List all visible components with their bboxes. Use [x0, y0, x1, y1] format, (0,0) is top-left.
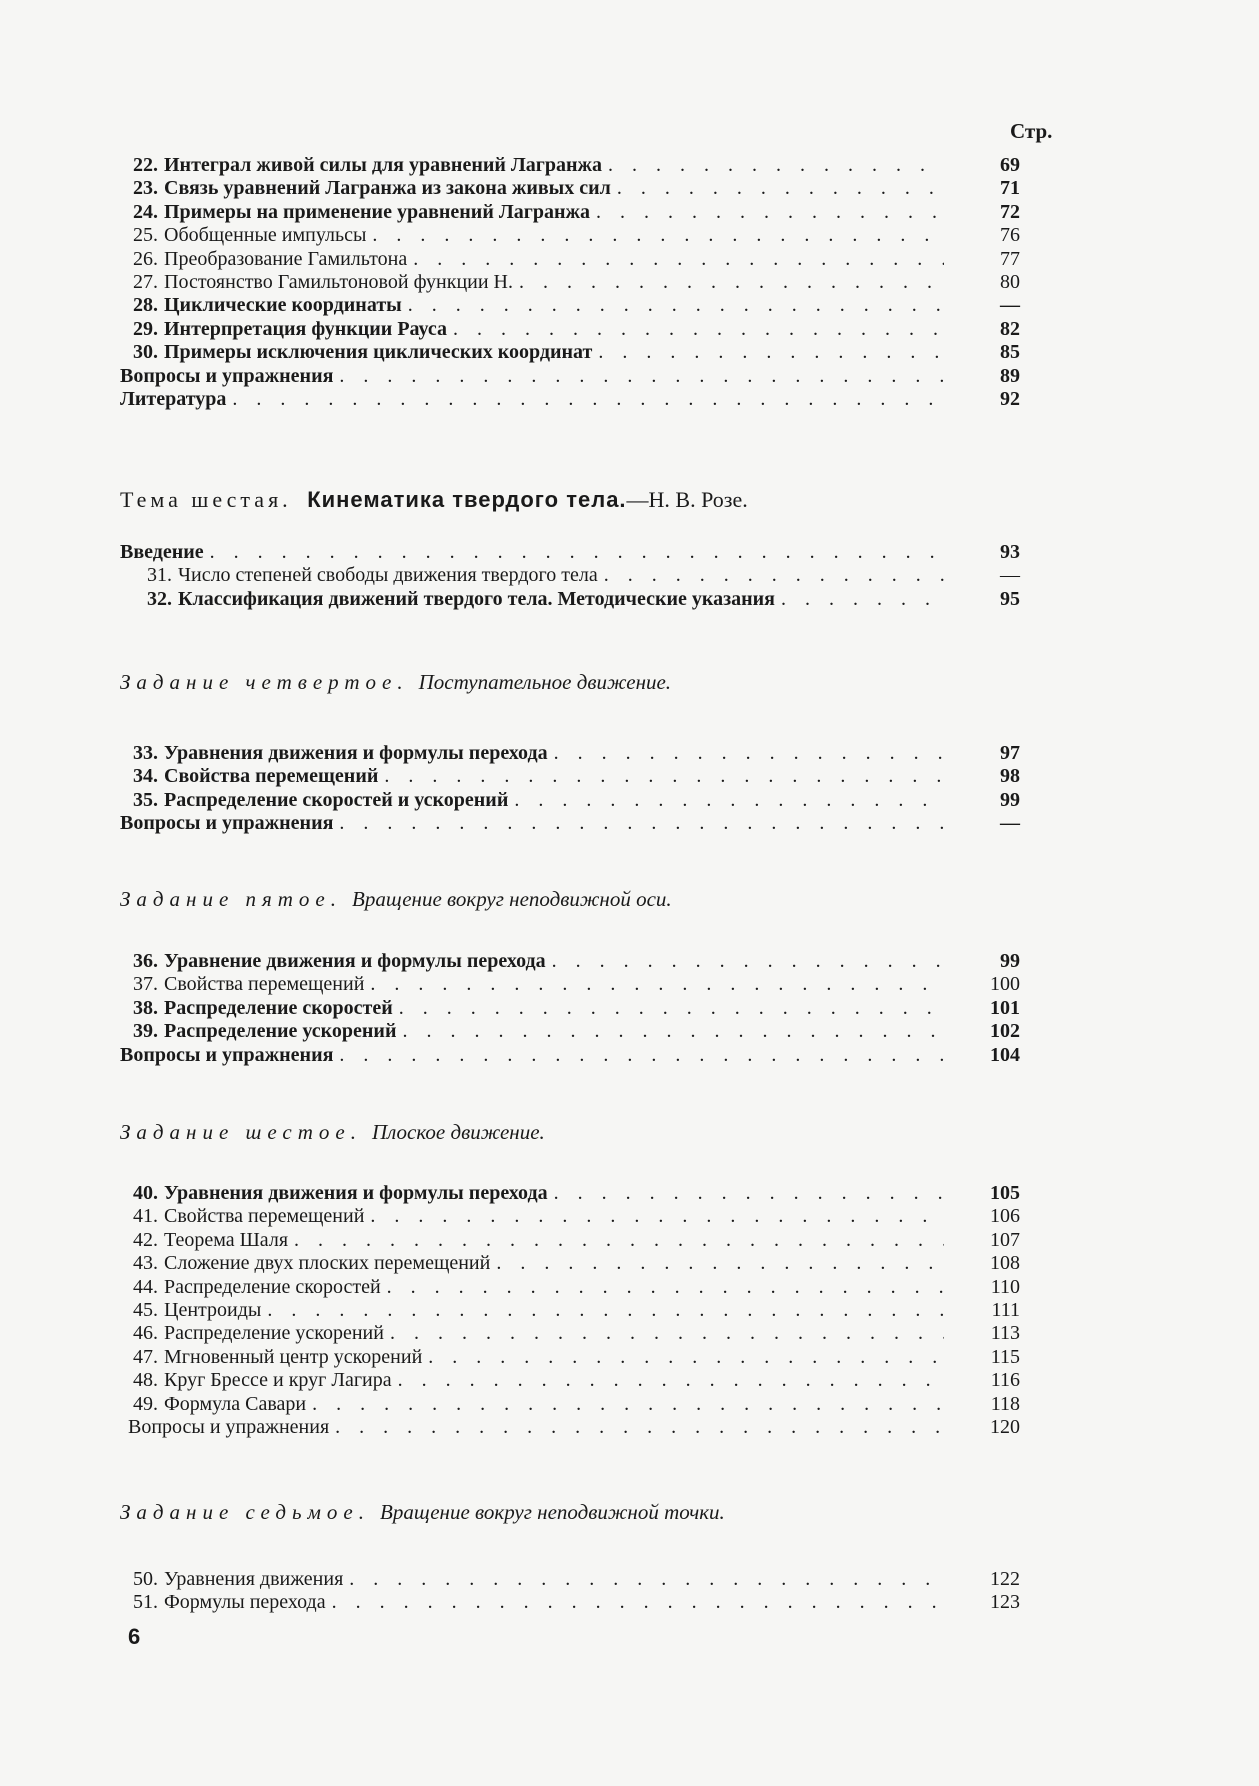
toc-row: 24. Примеры на применение уравнений Лагранжа . . . 72: [120, 201, 1020, 224]
toc-row: 26. Преобразование Гамильтона . . . 77: [120, 248, 1020, 271]
dot-leader: [552, 950, 944, 973]
toc-row: 49. Формула Савари . . . 118: [120, 1393, 1020, 1416]
dot-leader: [554, 1182, 944, 1205]
dot-leader: [398, 1369, 944, 1392]
dot-leader: [408, 294, 944, 317]
toc-row: Литература . . . 92: [120, 388, 1020, 411]
dot-leader: [496, 1252, 944, 1275]
topic-author: —Н. В. Розе.: [626, 487, 748, 512]
dot-leader: [402, 1020, 944, 1043]
toc-row: Введение . . . 93: [120, 541, 1020, 564]
toc-row: 25. Обобщенные импульсы . . . 76: [120, 224, 1020, 247]
page-number: 6: [128, 1624, 141, 1649]
toc-row: 50. Уравнения движения . . . 122: [120, 1568, 1020, 1591]
toc-row: 45. Центроиды . . . 111: [120, 1299, 1020, 1322]
toc-row: 41. Свойства перемещений . . . 106: [120, 1205, 1020, 1228]
dot-leader: [519, 271, 944, 294]
dot-leader: [384, 765, 944, 788]
dot-leader: [596, 201, 944, 224]
toc-row: 38. Распределение скоростей . . . 101: [120, 997, 1020, 1020]
dot-leader: [428, 1346, 944, 1369]
task-four-heading: Задание четвертое. Поступательное движение.: [120, 670, 672, 694]
dot-leader: [554, 742, 944, 765]
toc-row: 28. Циклические координаты . . . —: [120, 294, 1020, 317]
toc-section-task7: [120, 1568, 1020, 1615]
toc-section-task4: [120, 742, 1020, 836]
task-six-heading: Задание шестое. Плоское движение.: [120, 1120, 545, 1144]
topic-label: Тема шестая.: [120, 487, 292, 512]
dot-leader: [399, 997, 944, 1020]
dot-leader: [232, 388, 944, 411]
dot-leader: [453, 318, 944, 341]
toc-row: 43. Сложение двух плоских перемещений . . . 108: [120, 1252, 1020, 1275]
dot-leader: [604, 564, 944, 587]
dot-leader: [349, 1568, 944, 1591]
dot-leader: [312, 1393, 944, 1416]
dot-leader: [608, 154, 944, 177]
task-five-heading: Задание пятое. Вращение вокруг неподвижной оси.: [120, 887, 672, 911]
toc-row: 48. Круг Брессе и круг Лагира . . . 116: [120, 1369, 1020, 1392]
dot-leader: [390, 1322, 944, 1345]
toc-row: 46. Распределение ускорений . . . 113: [120, 1322, 1020, 1345]
dot-leader: [332, 1591, 944, 1614]
topic-heading: [120, 487, 748, 513]
dot-leader: [339, 812, 944, 835]
toc-section-intro: [120, 541, 1020, 611]
toc-row: 37. Свойства перемещений . . . 100: [120, 973, 1020, 996]
toc-row: 27. Постоянство Гамильтоновой функции Н. . . . 80: [120, 271, 1020, 294]
dot-leader: [339, 1044, 944, 1067]
dot-leader: [514, 789, 944, 812]
dot-leader: [294, 1229, 944, 1252]
page-column-label: Стр.: [1010, 119, 1053, 143]
dot-leader: [339, 365, 944, 388]
toc-row: Вопросы и упражнения . . . 120: [120, 1416, 1020, 1439]
toc-row: 36. Уравнение движения и формулы перехода . . . 99: [120, 950, 1020, 973]
toc-row: Вопросы и упражнения . . . 89: [120, 365, 1020, 388]
toc-row: 32. Классификация движений твердого тела. Методические указания . . . 95: [120, 588, 1020, 611]
dot-leader: [781, 588, 944, 611]
toc-row: 42. Теорема Шаля . . . 107: [120, 1229, 1020, 1252]
toc-row: 39. Распределение ускорений . . . 102: [120, 1020, 1020, 1043]
dot-leader: [335, 1416, 944, 1439]
toc-section-lagrange: [120, 154, 1020, 411]
toc-row: 34. Свойства перемещений . . . 98: [120, 765, 1020, 788]
toc-row: 35. Распределение скоростей и ускорений . . . 99: [120, 789, 1020, 812]
dot-leader: [372, 224, 944, 247]
toc-row: 47. Мгновенный центр ускорений . . . 115: [120, 1346, 1020, 1369]
toc-row: 33. Уравнения движения и формулы перехода . . . 97: [120, 742, 1020, 765]
toc-row: 31. Число степеней свободы движения твердого тела . . . —: [120, 564, 1020, 587]
dot-leader: [370, 973, 944, 996]
toc-row: Вопросы и упражнения . . . —: [120, 812, 1020, 835]
toc-row: Вопросы и упражнения . . . 104: [120, 1044, 1020, 1067]
dot-leader: [387, 1276, 944, 1299]
toc-row: 30. Примеры исключения циклических координат . . . 85: [120, 341, 1020, 364]
toc-row: 44. Распределение скоростей . . . 110: [120, 1276, 1020, 1299]
dot-leader: [370, 1205, 944, 1228]
toc-row: 23. Связь уравнений Лагранжа из закона живых сил . . . 71: [120, 177, 1020, 200]
dot-leader: [210, 541, 944, 564]
topic-name: Кинематика твердого тела.: [307, 487, 627, 512]
toc-row: 29. Интерпретация функции Рауса . . . 82: [120, 318, 1020, 341]
toc-row: 51. Формулы перехода . . . 123: [120, 1591, 1020, 1614]
toc-section-task5: [120, 950, 1020, 1067]
dot-leader: [267, 1299, 944, 1322]
toc-section-task6: [120, 1182, 1020, 1439]
task-seven-heading: Задание седьмое. Вращение вокруг неподвижной точки.: [120, 1500, 725, 1524]
dot-leader: [413, 248, 944, 271]
toc-row: 22. Интеграл живой силы для уравнений Лагранжа . . . 69: [120, 154, 1020, 177]
dot-leader: [617, 177, 944, 200]
toc-row: 40. Уравнения движения и формулы перехода . . . 105: [120, 1182, 1020, 1205]
dot-leader: [598, 341, 944, 364]
